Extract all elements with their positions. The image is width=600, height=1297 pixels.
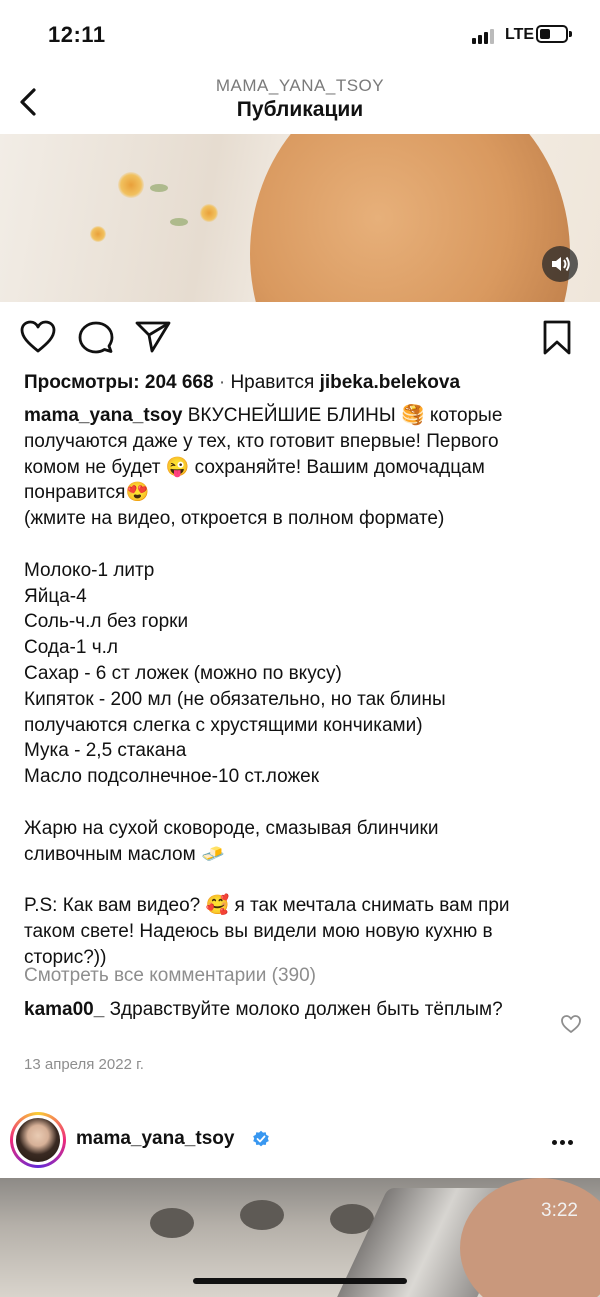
embroidery-leaf — [170, 218, 188, 226]
page-title: Публикации — [236, 98, 364, 121]
comment — [24, 998, 544, 1022]
view-all-comments-link[interactable]: Смотреть все комментарии (390) — [24, 965, 317, 986]
caption-author[interactable]: mama_yana_tsoy — [24, 405, 183, 426]
comment-icon[interactable] — [78, 320, 114, 356]
caption-line — [24, 532, 580, 558]
caption-line: Сахар - 6 ст ложек (можно по вкусу) — [24, 662, 342, 684]
signal-icon — [472, 28, 498, 44]
liked-by-user[interactable]: jibeka.belekova — [319, 372, 461, 393]
clock: 12:11 — [48, 22, 106, 47]
caption-line: таком свете! Надеюсь вы видели мою новую кухню в — [24, 920, 493, 942]
caption-line: сливочным маслом 🧈 — [24, 843, 225, 865]
embroidery-leaf — [150, 184, 168, 192]
account-name: MAMA_YANA_TSOY — [215, 76, 385, 95]
battery-icon — [536, 25, 568, 43]
post-date: 13 апреля 2022 г. — [24, 1056, 144, 1073]
caption-line: понравится😍 — [24, 482, 150, 504]
views-count: 204 668 — [144, 372, 214, 393]
caption-line: Масло подсолнечное-10 ст.ложек — [24, 766, 320, 788]
nav-header — [0, 70, 600, 134]
caption-line: Сода-1 ч.л — [24, 637, 118, 659]
story-ring[interactable] — [10, 1112, 66, 1168]
caption-line: Мука - 2,5 стакана — [24, 740, 187, 762]
caption-line: получаются даже у тех, кто готовит впервые! Первого — [24, 430, 499, 452]
heart-icon[interactable] — [20, 320, 56, 354]
more-icon[interactable] — [552, 1132, 576, 1150]
network-type: LTE — [505, 26, 535, 43]
post-actions — [0, 310, 600, 366]
caption-line: Кипяток - 200 мл (не обязательно, но так блины — [24, 688, 446, 710]
caption-line: получаются слегка с хрустящими кончиками) — [24, 714, 423, 736]
caption-line — [24, 790, 580, 816]
caption-line: Соль-ч.л без горки — [24, 611, 189, 633]
stove-knob — [240, 1200, 284, 1230]
caption-line: сторис?)) — [24, 946, 107, 968]
views-label: Просмотры: — [24, 372, 140, 393]
send-icon[interactable] — [135, 320, 171, 354]
embroidery-flower — [200, 204, 218, 222]
caption-line: Яйца-4 — [24, 585, 87, 607]
egg — [250, 134, 570, 302]
sound-on-icon[interactable] — [542, 246, 578, 282]
video-duration: 3:22 — [541, 1200, 578, 1221]
caption-line: (жмите на видео, откроется в полном формате) — [24, 508, 445, 530]
verified-badge-icon — [252, 1130, 270, 1148]
embroidery-flower — [118, 172, 144, 198]
caption-line: комом не будет 😜 сохраняйте! Вашим домочадцам — [24, 456, 485, 478]
caption-line: Молоко-1 литр — [24, 559, 155, 581]
avatar[interactable] — [13, 1115, 63, 1165]
next-post-author[interactable]: mama_yana_tsoy — [76, 1128, 235, 1149]
caption-line — [24, 867, 580, 893]
embroidery-flower — [90, 226, 106, 242]
bookmark-icon[interactable] — [542, 320, 572, 356]
comment-like-icon[interactable] — [560, 1014, 582, 1034]
next-post-header — [0, 1108, 600, 1172]
status-bar — [0, 0, 600, 70]
stove-knob — [150, 1208, 194, 1238]
post-video[interactable] — [0, 134, 600, 302]
caption-line: mama_yana_tsoy ВКУСНЕЙШИЕ БЛИНЫ 🥞 которые — [24, 405, 503, 426]
post-stats: Просмотры: 204 668 · Нравится jibeka.belekova — [24, 372, 461, 393]
comment-user[interactable]: kama00_ — [24, 999, 105, 1020]
comment-text: Здравствуйте молоко должен быть тёплым? — [104, 999, 503, 1020]
caption-line: P.S: Как вам видео? 🥰 я так мечтала снимать вам при — [24, 895, 510, 917]
post-caption — [24, 403, 580, 971]
caption-line: Жарю на сухой сковороде, смазывая блинчики — [24, 817, 439, 839]
home-indicator[interactable] — [193, 1278, 407, 1284]
likes-prefix: Нравится — [230, 372, 315, 393]
